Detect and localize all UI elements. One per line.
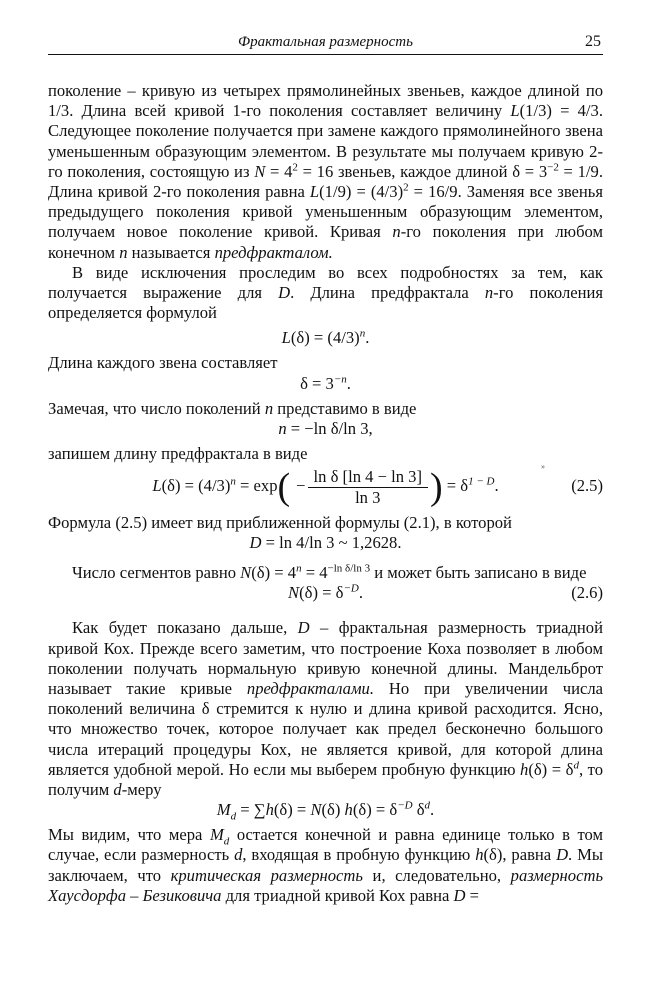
print-speck: » xyxy=(541,462,545,471)
paragraph-2: В виде исключения проследим во всех подробностях за тем, как получается выражение для D. Длина предфрактала n-го поколения определяется формулой xyxy=(48,262,603,323)
paragraph-3: Длина каждого звена составляет xyxy=(48,353,278,373)
equation-2-6: $N(\delta) = \delta^{-D}$. (2.6) xyxy=(288,582,603,603)
paragraph-6: Формула (2.5) имеет вид приближенной формулы (2.1), в которой xyxy=(48,513,512,533)
equation-length: $L(\delta) = (4/3)^n$. xyxy=(281,327,370,348)
equation-link-length: $\delta = 3^{-n}$. xyxy=(300,373,351,393)
equation-number: (2.6) xyxy=(571,583,603,603)
paragraph-9: Мы видим, что мера $M_d$ остается конечной и равна единице только в том случае, если размерность d, входящая в пробную функцию h(δ), равна D. Мы заключаем, что критическая размерность и, следовательно, размерность Хаусдорфа – Безиковича для триадной кривой Кох равна D = xyxy=(48,825,604,905)
running-title: Фрактальная размерность xyxy=(238,34,413,50)
page-number: 25 xyxy=(585,33,601,50)
paragraph-7: Число сегментов равно $N(\delta) = 4^n = 4^{-ln \delta/ln 3}$ и может быть записано в виде xyxy=(72,562,587,583)
equation-dimension: D = ln 4/ln 3 ~ 1,2628. xyxy=(249,533,402,553)
equation-2-5: $L(\delta) = (4/3)^n = \exp$( − $\frac{\text{ln δ [ln 4 − ln 3]}}{\ln 3}$ ) = $\delta^{1 - D}$. (2.5) xyxy=(48,464,603,508)
fraction: $\frac{\text{ln δ [ln 4 − ln 3]}}{\ln 3}$ xyxy=(308,467,428,508)
running-header xyxy=(48,32,603,55)
paragraph-1: поколение – кривую из четырех прямолинейных звеньев, каждое длиной по 1/3. Длина всей кривой 1-го поколения составляет величину L(1/3) = 4/3. Следующее поколение получается при замене каждого прямолинейного звена уменьшенным образующим элементом. В результате мы получаем кривую 2-го поколения, состоящую из $N = 4^2 = 16$ звеньев, каждое длиной $\delta = 3^{-2} = 1/9$. Длина кривой 2-го поколения равна $L(1/9) = (4/3)^2 = 16/9$. Заменяя все звенья предыдущего поколения кривой уменьшенным образующим элементом, получаем новое поколение кривой. Кривая n-го поколения при любом конечном n называется предфракталом. xyxy=(48,81,603,262)
body-text xyxy=(48,81,603,906)
paragraph-4: Замечая, что число поколений n представимо в виде xyxy=(48,398,417,418)
paragraph-5: запишем длину предфрактала в виде xyxy=(48,443,308,463)
equation-number: (2.5) xyxy=(571,476,603,496)
equation-generations: n = −ln δ/ln 3, xyxy=(278,418,373,438)
equation-d-measure: $M_d = \sum h(\delta) = N(\delta) h(\delta) = \delta^{-D}$ $\delta^d$. xyxy=(216,799,435,823)
paragraph-8: Как будет показано дальше, D – фрактальная размерность триадной кривой Кох. Прежде всего заметим, что построение Коха позволяет в любом поколении получать нормальную кривую конечной длины. Мандельброт называет такие кривые предфракталами. Но при увеличении числа поколений величина δ стремится к нулю и длина кривой расходится. Ясно, что множество точек, которое получает как предел бесконечно большого числа итераций процедуры Кох, не является кривой, для которой длина является удобной мерой. Но если мы выберем пробную функцию $h(\delta) = \delta^d$, то получим d-меру xyxy=(48,618,603,800)
